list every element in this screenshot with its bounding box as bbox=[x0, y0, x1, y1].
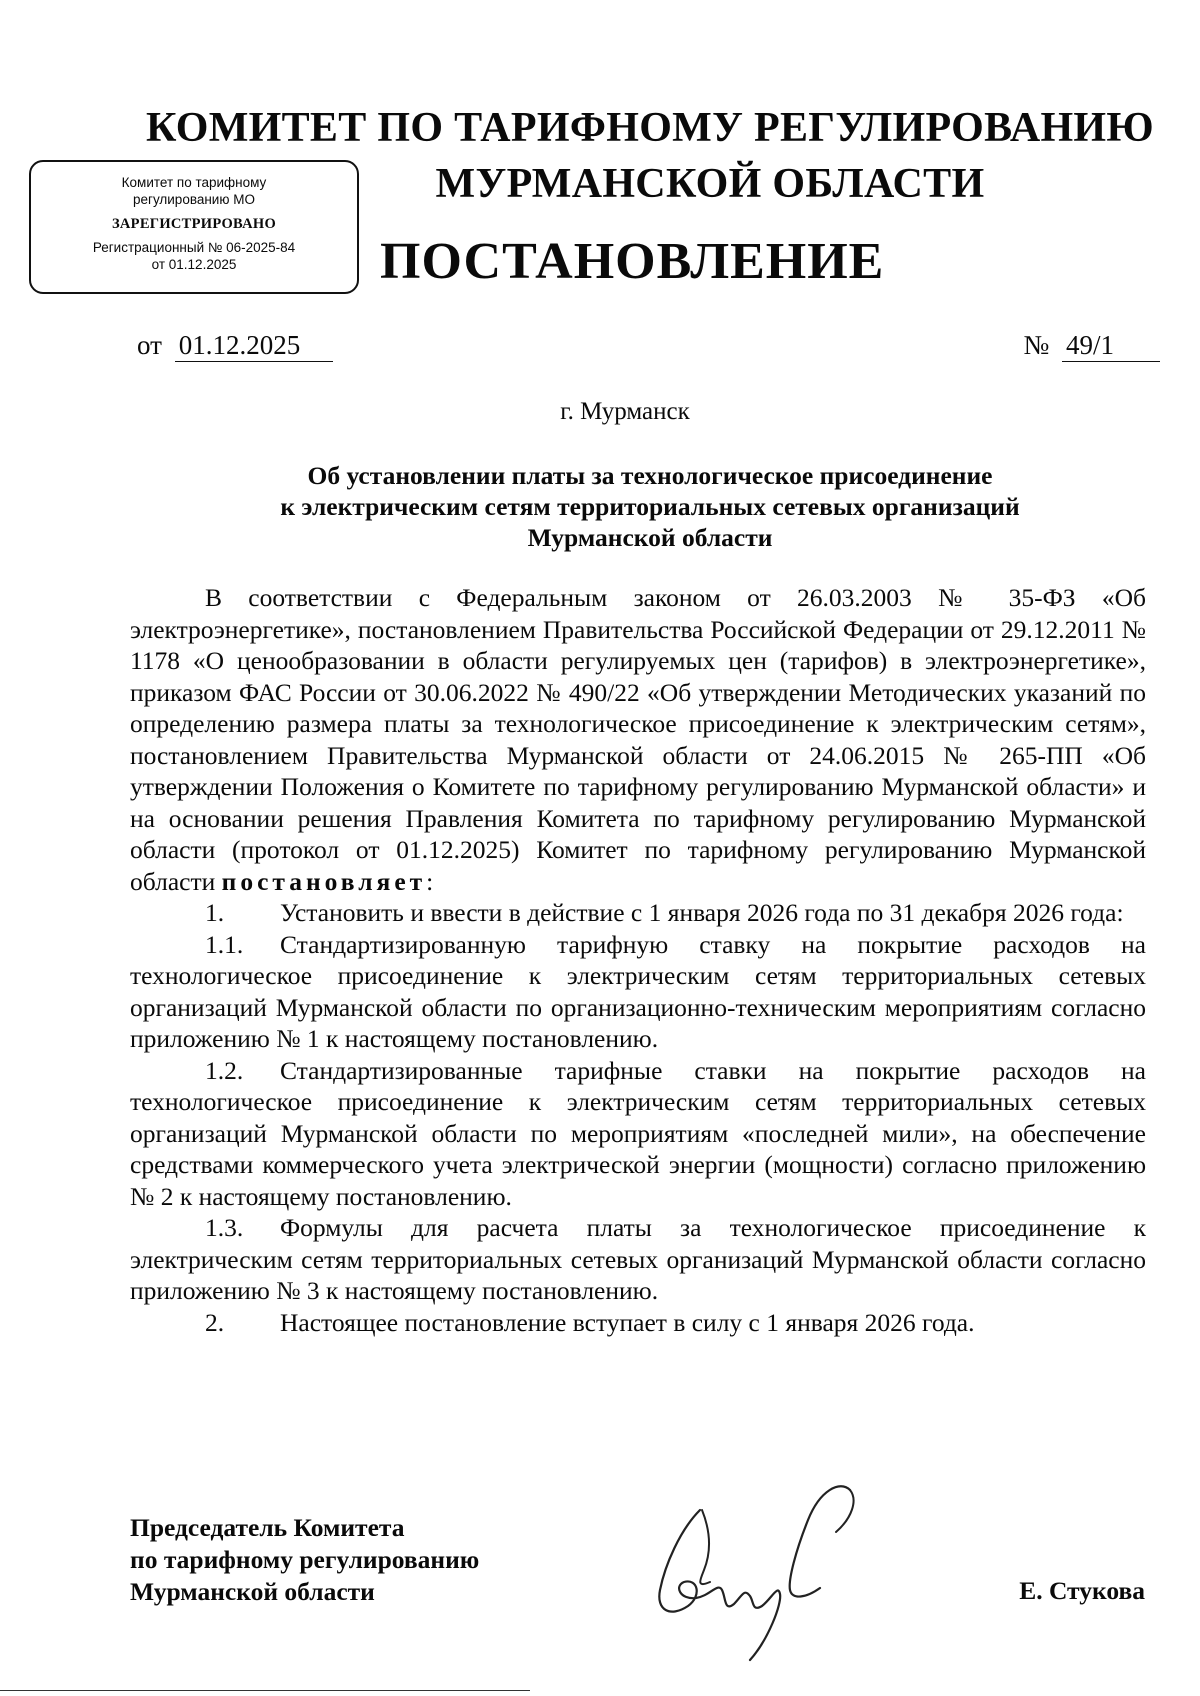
item-text: Стандартизированную тарифную ставку на покрытие расходов на технологическое присоединение к электрическим сетям территориальных сетевых организаций Мурманской области по организационно-техническим мероприятиям согласно приложению № 1 к настоящему постановлению. bbox=[130, 929, 1146, 1053]
preamble-text: В соответствии с Федеральным законом от 26.03.2003 № 35-ФЗ «Об электроэнергетике», постановлением Правительства Российской Федерации от 29.12.2011 № 1178 «О ценообразовании в области регулируемых цен (тарифов) в электроэнергетике», приказом ФАС России от 30.06.2022 № 490/22 «Об утверждении Методических указаний по определению размера платы за технологическое присоединение к электрическим сетям», постановлением Правительства Мурманской области от 24.06.2015 № 265-ПП «Об утверждении Положения о Комитете по тарифному регулированию Мурманской области» и на основании решения Правления Комитета по тарифному регулированию Мурманской области (протокол от 01.12.2025) Комитет по тарифному регулированию Мурманской области bbox=[130, 583, 1146, 896]
item-number: 1.2. bbox=[205, 1055, 244, 1085]
heading-line1: Об установлении платы за технологическое присоединение bbox=[307, 461, 993, 490]
item-number: 1. bbox=[205, 898, 225, 927]
document-heading bbox=[150, 460, 1150, 553]
item-text: Стандартизированные тарифные ставки на покрытие расходов на технологическое присоединение к электрическим сетям территориальных сетевых организаций Мурманской области по мероприятиям «последней мили», на обеспечение средствами коммерческого учета электрической энергии (мощности) согласно приложению № 2 к настоящему постановлению. bbox=[130, 1055, 1146, 1211]
registration-stamp bbox=[29, 160, 359, 294]
signer-title-line1: Председатель Комитета bbox=[130, 1513, 405, 1542]
number-prefix: № bbox=[1023, 330, 1050, 360]
stamp-reg-date: от 01.12.2025 bbox=[151, 257, 237, 272]
heading-line2: к электрическим сетям территориальных сетевых организаций bbox=[280, 492, 1020, 521]
heading-line3: Мурманской области bbox=[527, 523, 773, 552]
item-text: Формулы для расчета платы за технологическое присоединение к электрическим сетям территориальных сетевых организаций Мурманской области согласно приложению № 3 к настоящему постановлению. bbox=[130, 1213, 1146, 1305]
item-text: Установить и ввести в действие с 1 января 2026 года по 31 декабря 2026 года: bbox=[280, 898, 1124, 927]
org-title-line2: МУРМАНСКОЙ ОБЛАСТИ bbox=[435, 161, 985, 207]
city: г. Мурманск bbox=[560, 398, 690, 425]
item-text: Настоящее постановление вступает в силу с 1 января 2026 года. bbox=[280, 1307, 975, 1337]
stamp-line2: регулированию МО bbox=[133, 192, 255, 207]
resolves-word: постановляет bbox=[221, 866, 427, 896]
date-prefix: от bbox=[137, 330, 162, 360]
number-value: 49/1 bbox=[1062, 330, 1160, 362]
bottom-divider bbox=[0, 1690, 530, 1691]
stamp-status: ЗАРЕГИСТРИРОВАНО bbox=[111, 216, 277, 232]
item-number: 2. bbox=[205, 1307, 225, 1337]
list-item bbox=[130, 1212, 1146, 1307]
resolves-colon: : bbox=[426, 866, 434, 896]
date-value: 01.12.2025 bbox=[175, 330, 333, 362]
signer-name: Е. Стукова bbox=[1019, 1576, 1145, 1605]
document-type: ПОСТАНОВЛЕНИЕ bbox=[380, 233, 885, 290]
preamble-paragraph bbox=[130, 582, 1146, 897]
item-number: 1.3. bbox=[205, 1213, 244, 1242]
document-date bbox=[137, 330, 333, 362]
signer-title-line3: Мурманской области bbox=[130, 1577, 375, 1606]
document-number bbox=[1023, 330, 1160, 362]
signer-title bbox=[130, 1512, 479, 1608]
item-number: 1.1. bbox=[205, 929, 244, 959]
list-item bbox=[130, 929, 1146, 1055]
list-item bbox=[130, 1055, 1146, 1213]
signer-title-line2: по тарифному регулированию bbox=[130, 1545, 480, 1574]
list-item bbox=[130, 897, 1146, 929]
stamp-reg-number: Регистрационный № 06-2025-84 bbox=[92, 240, 296, 255]
list-item bbox=[130, 1307, 1146, 1339]
org-title-line1: КОМИТЕТ ПО ТАРИФНОМУ РЕГУЛИРОВАНИЮ bbox=[146, 105, 1154, 151]
stamp-line1: Комитет по тарифному bbox=[121, 175, 267, 190]
document-body bbox=[130, 582, 1146, 1338]
handwritten-signature bbox=[640, 1470, 880, 1670]
